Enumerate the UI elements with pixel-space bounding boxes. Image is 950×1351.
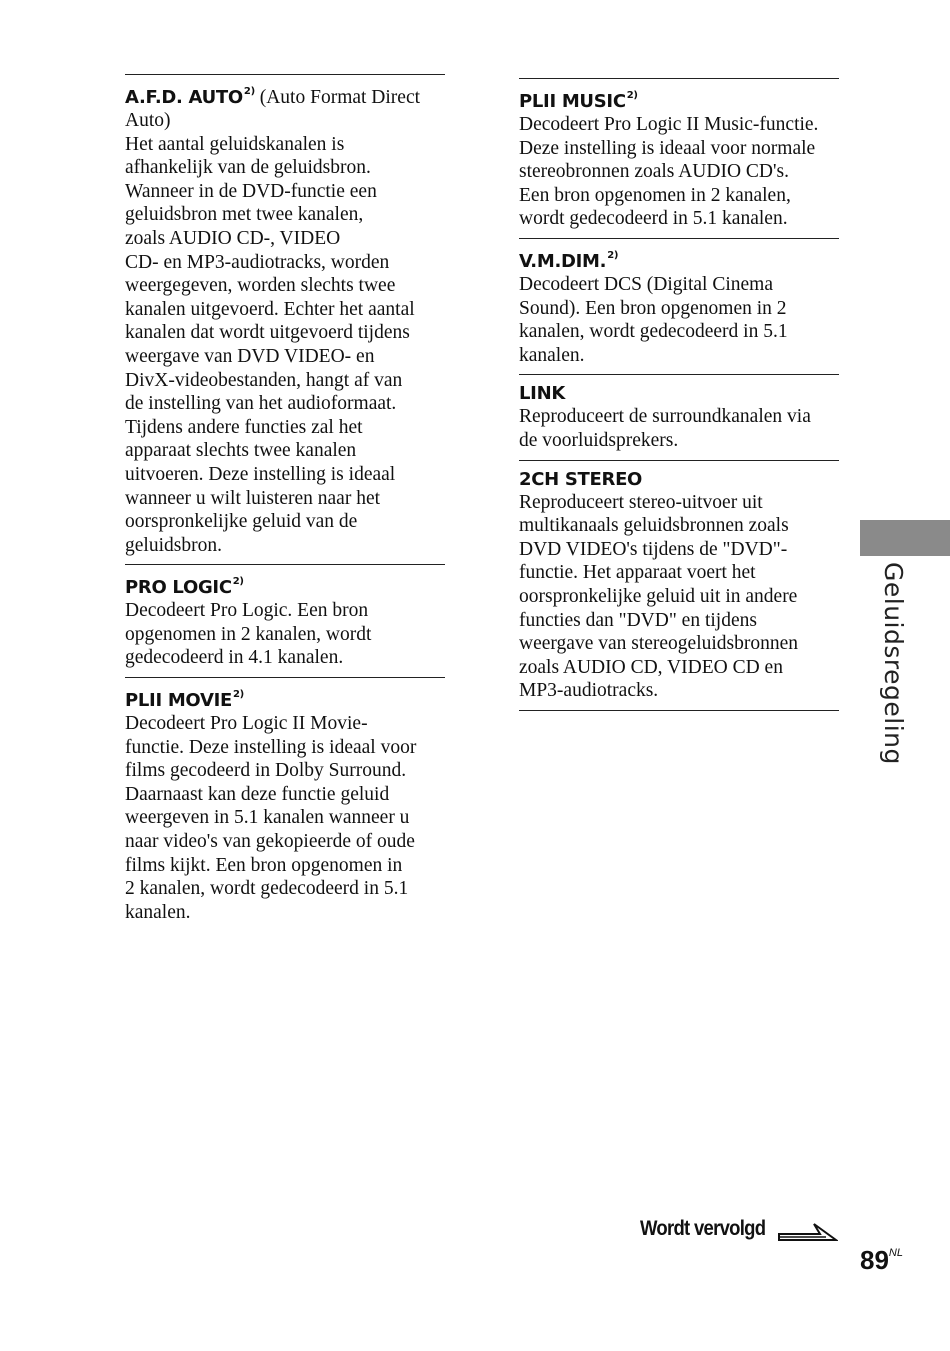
arrow-right-icon [778, 1216, 838, 1242]
section-tab-label: Geluidsregeling [879, 562, 908, 765]
entry-description: Decodeert DCS (Digital Cinema Sound). Een bron opgenomen in 2 kanalen, wordt gedecodeerd in 5.1 kanalen. [519, 273, 788, 366]
footnote-ref: 2) [607, 249, 619, 261]
entry-afd-auto [125, 74, 445, 564]
entry-description: Decodeert Pro Logic II Music-functie. Deze instelling is ideaal voor normale stereobronnen zoals AUDIO CD's. Een bron opgenomen in 2 kanalen, wordt gedecodeerd in 5.1 kanalen. [519, 114, 819, 230]
footnote-ref: 2) [626, 90, 638, 101]
entry-term-note: (Auto Format Direct [254, 87, 421, 108]
entry-term: V.M.DIM.$^{2)}$ [519, 249, 619, 272]
entry-description: Decodeert Pro Logic II Movie- functie. Deze instelling is ideaal voor films gecodeerd in Dolby Surround. Daarnaast kan deze functie geluid weergeven in 5.1 kanalen wanneer u naar video's van gekopieerde of oude films kijkt. Een bron opgenomen in 2 kanalen, wordt gedecodeerd in 5.1 kanalen. [125, 713, 417, 923]
entry-plii-movie [125, 677, 445, 931]
continued-label: Wordt vervolgd [640, 1217, 766, 1240]
entry-term: 2CH STEREO [519, 468, 643, 490]
entry-plii-music [519, 78, 839, 238]
entry-term: LINK [519, 383, 565, 405]
entry-term: PLII MOVIE$^{2)}$ [125, 689, 244, 712]
entry-vm-dim [519, 238, 839, 374]
entry-2ch-stereo [519, 460, 839, 711]
entry-description: Auto) Het aantal geluidskanalen is afhankelijk van de geluidsbron. Wanneer in de DVD-functie een geluidsbron met twee kanalen, zoals AUDIO CD-, VIDEO CD- en MP3-audiotracks, worden weergegeven, worden slechts twee kanalen uitgevoerd. Echter het aantal kanalen dat wordt uitgevoerd tijdens weergave van DVD VIDEO- en DivX-videobestanden, hangt af van de instelling van het audioformaat. Tijdens andere functies zal het apparaat slechts twee kanalen uitvoeren. Deze instelling is ideaal wanneer u wilt luisteren naar het oorspronkelijke geluid van de geluidsbron. [125, 110, 415, 556]
section-tab [860, 520, 950, 556]
entry-term: A.F.D. AUTO$^{2)}$ (Auto Format Direct [125, 86, 421, 108]
entry-description: Decodeert Pro Logic. Een bron opgenomen in 2 kanalen, wordt gedecodeerd in 4.1 kanalen. [125, 600, 372, 669]
entry-pro-logic [125, 564, 445, 677]
entry-link [519, 374, 839, 459]
footnote-ref: 2) [243, 86, 255, 97]
entry-description: Reproduceert stereo-uitvoer uit multikanaals geluidsbronnen zoals DVD VIDEO's tijdens de "DVD"- functie. Het apparaat voert het oorspronkelijke geluid uit in andere functies dan "DVD" en tijdens weergave van stereogeluidsbronnen zoals AUDIO CD, VIDEO CD en MP3-audiotracks. [519, 491, 799, 702]
entry-term: PRO LOGIC$^{2)}$ [125, 576, 244, 599]
footnote-ref: 2) [232, 689, 244, 701]
right-column [519, 78, 839, 711]
entry-term: PLII MUSIC$^{2)}$ [519, 90, 638, 112]
left-column [125, 74, 445, 931]
page-language-suffix: NL [888, 1247, 903, 1259]
page-number: $89^{NL}$ [860, 1245, 903, 1275]
continued-indicator [640, 1214, 782, 1244]
entry-description: Reproduceert de surroundkanalen via de voorluidsprekers. [519, 406, 811, 451]
footnote-ref: 2) [232, 576, 244, 588]
